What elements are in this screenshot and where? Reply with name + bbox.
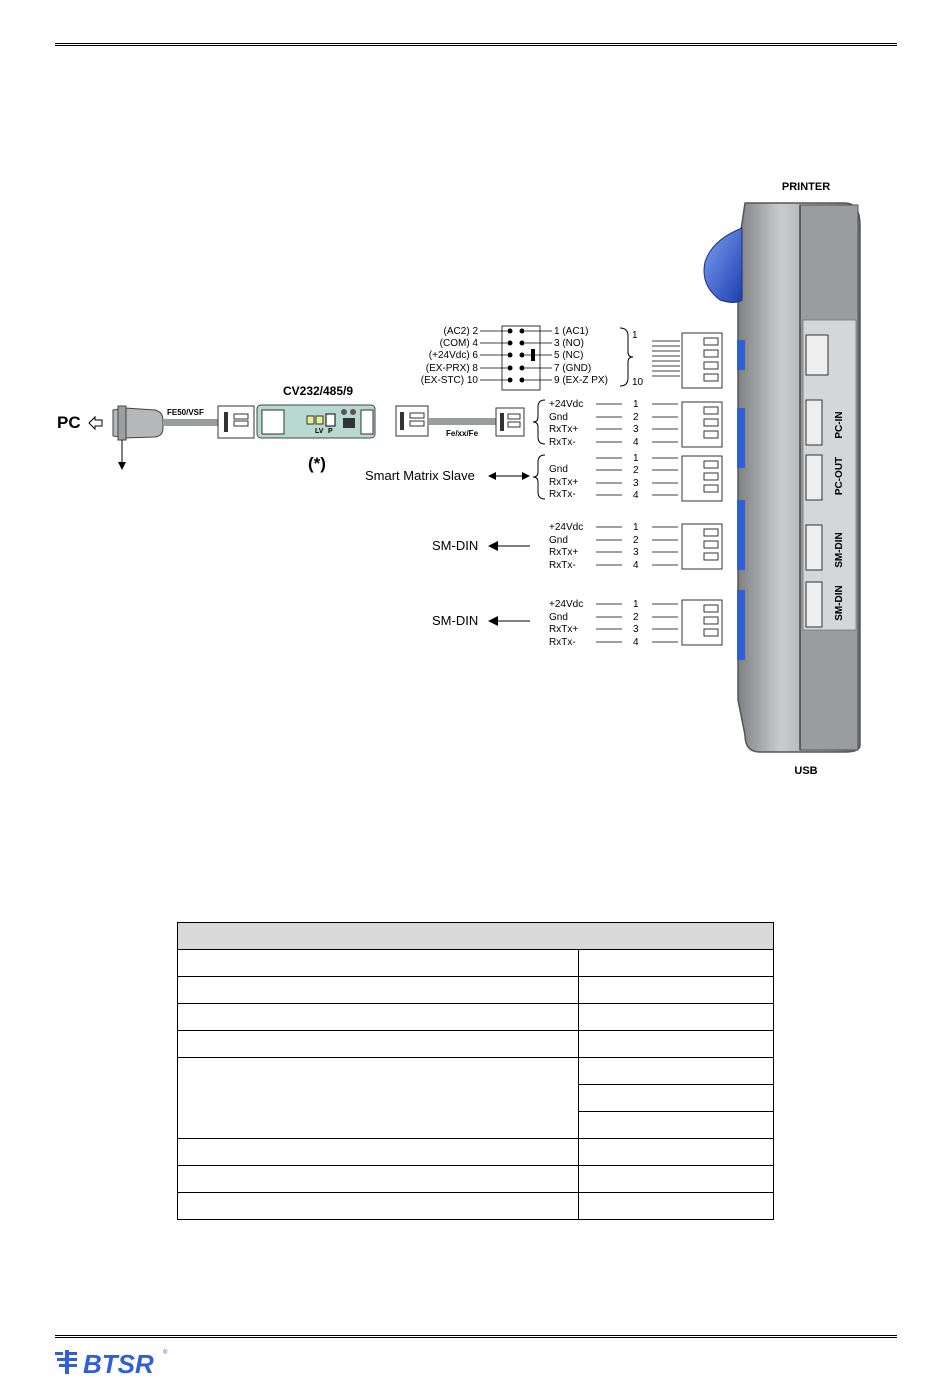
io-pin-left-3: (+24Vdc) 6 [428,350,478,361]
table-row [178,1058,774,1085]
cable-fe-label: Fe/xx/Fe [446,429,479,438]
pc-out-pin-label-2: RxTx+ [549,477,579,488]
io-pin-right-3: 5 (NC) [554,350,584,361]
footer-rule [55,1335,897,1338]
smdin1-pin-num-2: 2 [633,535,639,546]
table-cell [579,1085,774,1112]
pc-out-pin-label-3: RxTx- [549,489,576,500]
svg-text:®: ® [163,1350,168,1356]
smdin2-pin-label-4: RxTx- [549,637,576,648]
db9-connector-icon [113,406,163,440]
io-pin-right-5: 9 (EX-Z PX) [554,375,608,386]
spec-table [177,922,774,1220]
logo-text: BTSR [83,1349,154,1378]
plug-connectors [682,333,722,645]
pc-in-pin-label-4: RxTx- [549,437,576,448]
table-row [178,1193,774,1220]
smdin1-pin-label-3: RxTx+ [549,547,579,558]
pc-out-pin-num-3: 3 [633,478,639,489]
smdin2-pin-num-1: 1 [633,599,639,610]
table-cell [579,1031,774,1058]
pc-in-pin-label-1: +24Vdc [549,399,584,410]
smdin2-pin-label-1: +24Vdc [549,599,584,610]
table-cell [178,1004,579,1031]
smdin2-pin-num-3: 3 [633,624,639,635]
btsr-logo [55,1346,185,1378]
smdin1-pin-num-3: 3 [633,547,639,558]
smdin1-pin-label-1: +24Vdc [549,522,584,533]
smdin1-pin-num-4: 4 [633,560,639,571]
table-header-row [178,923,774,950]
pc-out-pin-num-1: 1 [633,453,639,464]
smart-matrix-label: Smart Matrix Slave [365,468,475,483]
smdin2-pin-label-3: RxTx+ [549,624,579,635]
io-range-end: 10 [632,377,644,388]
pc-in-pin-label-2: Gnd [549,412,568,423]
io-pin-right-1: 1 (AC1) [554,326,589,337]
left-arrow-icon-2 [488,616,530,626]
smdin1-pins [549,522,678,571]
io-pin-left-2: (COM) 4 [439,338,478,349]
table-cell [579,1112,774,1139]
port-sm-din-2-label: SM-DIN [834,585,845,621]
table-cell [178,1139,579,1166]
table-cell [579,950,774,977]
smdin2-pins [549,599,678,648]
pc-out-pin-label-1: Gnd [549,464,568,475]
pc-in-pin-label-3: RxTx+ [549,424,579,435]
table-row [178,1031,774,1058]
table-cell [178,1058,579,1139]
rj-plug-1 [218,406,254,438]
smdin2-pin-num-4: 4 [633,637,639,648]
io-range-start: 1 [632,330,638,341]
pc-in-pin-num-2: 2 [633,412,639,423]
cable-fe [428,418,496,425]
table-row [178,977,774,1004]
table-cell [178,977,579,1004]
smdin-label-2: SM-DIN [432,613,479,628]
smdin2-pin-num-2: 2 [633,612,639,623]
table-cell [579,1058,774,1085]
table-cell [178,1166,579,1193]
table-cell [178,1031,579,1058]
left-arrow-icon [488,541,530,551]
table-cell [579,1139,774,1166]
table-cell [579,1166,774,1193]
printer-label: PRINTER [781,181,831,193]
io-pin-left-5: (EX-STC) 10 [420,375,478,386]
table-row [178,1004,774,1031]
table-header-cell [178,923,774,950]
io-pin-right-4: 7 (GND) [554,363,592,374]
pc-in-pins [533,399,678,448]
table-cell [178,950,579,977]
smdin1-pin-label-4: RxTx- [549,560,576,571]
pc-in-pin-num-3: 3 [633,424,639,435]
converter-note: (*) [308,454,326,473]
usb-label: USB [794,765,818,777]
table-cell [579,1004,774,1031]
converter-title: CV232/485/9 [282,384,354,398]
pc-in-pin-num-4: 4 [633,437,639,448]
table-row [178,1139,774,1166]
smdin2-pin-label-2: Gnd [549,612,568,623]
io-pin-left-4: (EX-PRX) 8 [425,363,478,374]
io-connector [421,326,680,390]
table-cell [579,977,774,1004]
cable-fe50-label: FE50/VSF [167,408,204,417]
rj-plug-2 [396,406,428,436]
down-arrow-icon [118,462,126,470]
cable-fe50 [163,419,218,426]
pc-arrow-icon [89,417,102,429]
smdin-label-1: SM-DIN [432,538,479,553]
pc-label: PC [57,413,81,432]
table-cell [178,1193,579,1220]
pc-out-pin-num-4: 4 [633,490,639,501]
table-row [178,950,774,977]
converter-lv: LV [315,428,324,435]
io-pin-left-1: (AC2) 2 [443,326,478,337]
converter-p: P [328,428,333,435]
port-pc-out-label: PC-OUT [834,456,845,496]
rj-plug-3 [496,408,524,436]
double-arrow-icon [488,472,530,480]
port-sm-din-1-label: SM-DIN [834,532,845,568]
pc-out-pins [533,453,678,501]
port-pc-in-label: PC-IN [834,411,845,439]
io-pin-right-2: 3 (NO) [554,338,584,349]
pc-in-pin-num-1: 1 [633,399,639,410]
table-cell [579,1193,774,1220]
smdin1-pin-num-1: 1 [633,522,639,533]
pc-out-pin-num-2: 2 [633,465,639,476]
smdin1-pin-label-2: Gnd [549,535,568,546]
table-row [178,1166,774,1193]
